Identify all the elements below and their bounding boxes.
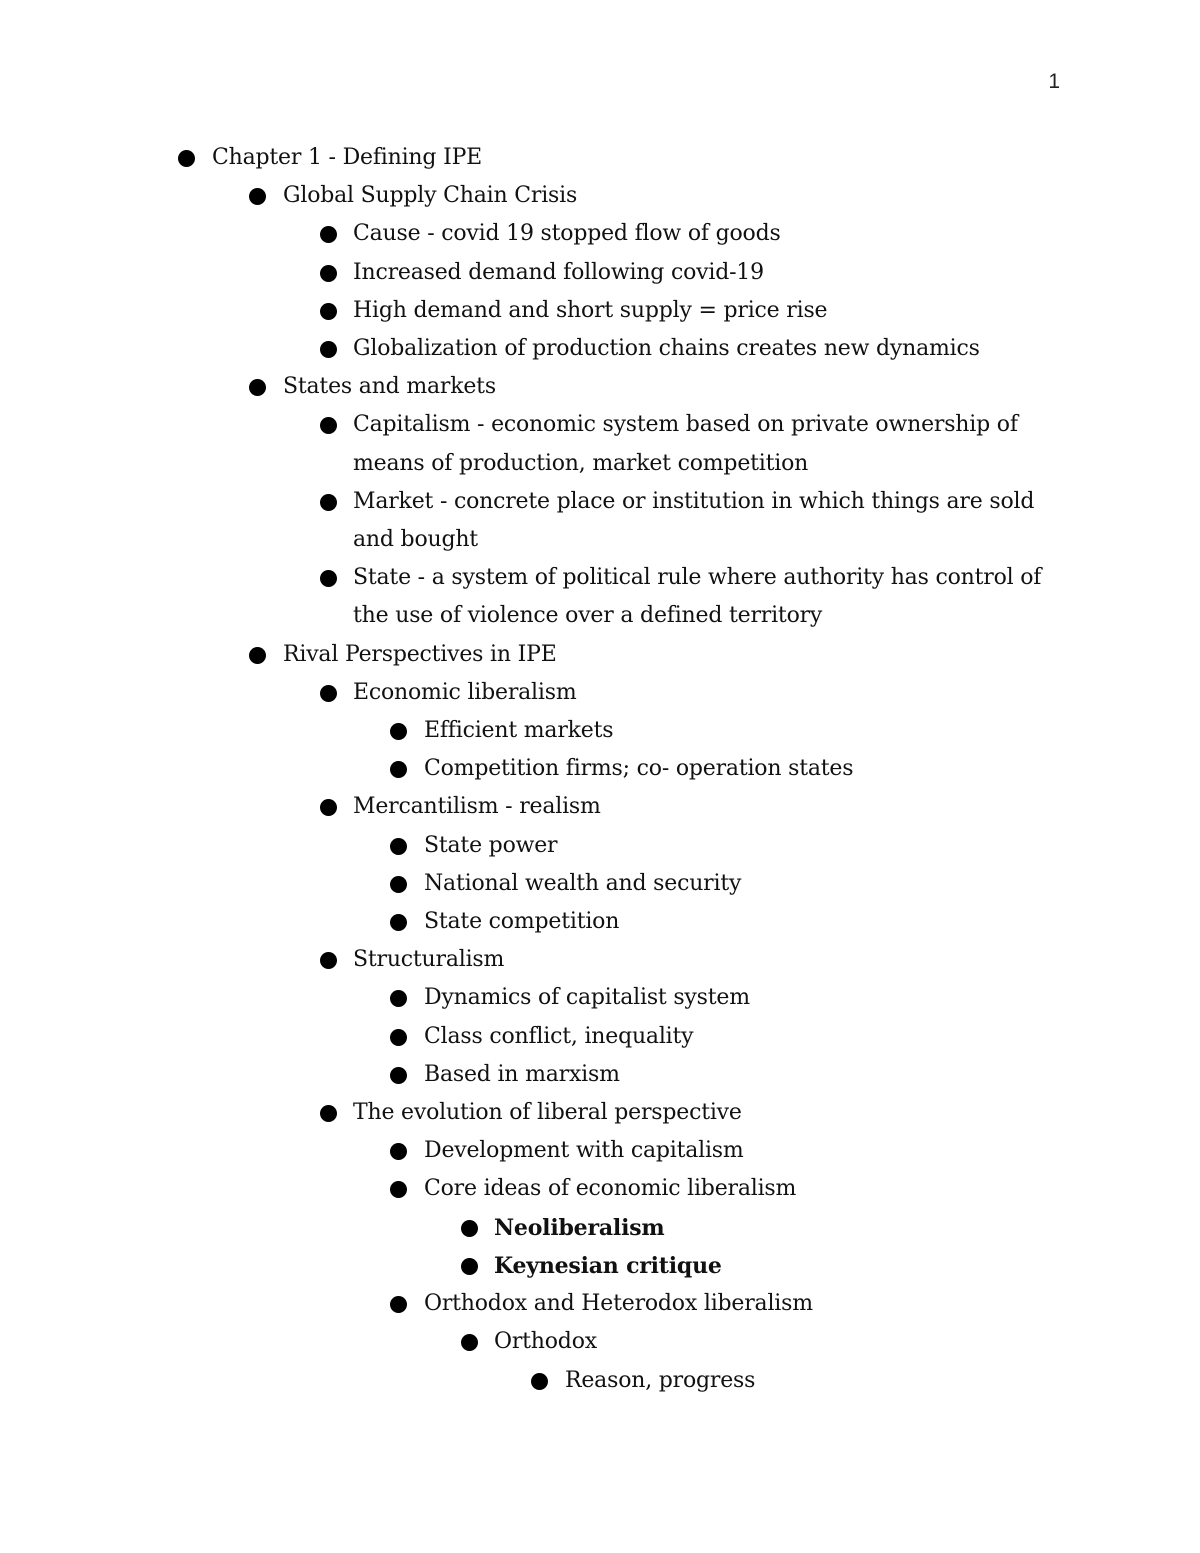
bullet-icon	[390, 761, 407, 778]
bullet-icon	[320, 685, 337, 702]
outline-item-text: Increased demand following covid-19	[353, 259, 764, 285]
bullet-icon	[390, 723, 407, 740]
outline-item	[0, 788, 1200, 826]
outline-item	[0, 827, 1200, 865]
bullet-icon	[390, 1181, 407, 1198]
outline-item-text: Globalization of production chains creates new dynamics	[353, 336, 980, 362]
outline-item-text: Class conflict, inequality	[424, 1023, 694, 1049]
outline-item-text: Neoliberalism	[494, 1214, 665, 1241]
outline-item	[0, 1056, 1200, 1094]
outline-item	[0, 1170, 1200, 1208]
outline-item-text: Market - concrete place or institution in which things are sold and bought	[353, 488, 1035, 553]
outline-item-text: Competition firms; co- operation states	[424, 756, 854, 782]
outline-item	[0, 1094, 1200, 1132]
outline-item	[0, 712, 1200, 750]
outline-item	[0, 865, 1200, 903]
outline-item-text: Dynamics of capitalist system	[424, 985, 750, 1011]
outline-item	[0, 406, 1200, 482]
outline-item	[0, 903, 1200, 941]
outline-item	[0, 215, 1200, 253]
outline-item	[0, 368, 1200, 406]
outline-item	[0, 1132, 1200, 1170]
bullet-icon	[390, 990, 407, 1007]
bullet-icon	[320, 341, 337, 358]
outline-item-text: Core ideas of economic liberalism	[424, 1176, 797, 1202]
bullet-icon	[531, 1373, 548, 1390]
outline-item-text: National wealth and security	[424, 870, 742, 896]
outline-item-text: The evolution of liberal perspective	[353, 1100, 742, 1126]
bullet-icon	[390, 1067, 407, 1084]
bullet-icon	[320, 570, 337, 587]
outline-item-text: Keynesian critique	[494, 1252, 722, 1279]
outline-item-text: Orthodox and Heterodox liberalism	[424, 1291, 813, 1317]
outline-item-text: Rival Perspectives in IPE	[283, 641, 557, 667]
bullet-icon	[249, 647, 266, 664]
bullet-icon	[320, 417, 337, 434]
outline-item	[0, 1362, 1200, 1400]
outline-item-text: Economic liberalism	[353, 679, 577, 705]
outline-item	[0, 1209, 1200, 1247]
bullet-icon	[320, 226, 337, 243]
outline-item-text: State - a system of political rule where authority has control of the use of violence over a defined territory	[353, 565, 1042, 629]
outline-item	[0, 139, 1200, 177]
outline-item	[0, 559, 1200, 635]
bullet-icon	[320, 799, 337, 816]
bullet-icon	[320, 952, 337, 969]
bullet-icon	[390, 914, 407, 931]
bullet-icon	[461, 1258, 478, 1275]
bullet-icon	[390, 838, 407, 855]
outline-item	[0, 292, 1200, 330]
outline-item	[0, 636, 1200, 674]
outline-item	[0, 330, 1200, 368]
outline-item-text: Structuralism	[353, 947, 505, 973]
bullet-icon	[390, 876, 407, 893]
bullet-icon	[461, 1220, 478, 1237]
outline-item	[0, 254, 1200, 292]
outline-item-text: State power	[424, 832, 558, 858]
bullet-icon	[320, 494, 337, 511]
outline-item	[0, 1285, 1200, 1323]
outline-item	[0, 177, 1200, 215]
bullet-icon	[320, 265, 337, 282]
outline-item	[0, 1018, 1200, 1056]
outline-item	[0, 1247, 1200, 1285]
outline-item-text: Global Supply Chain Crisis	[283, 183, 578, 209]
outline-item-text: States and markets	[283, 374, 496, 400]
outline-list	[0, 139, 1200, 1400]
bullet-icon	[178, 150, 195, 167]
page-number: 1	[1048, 70, 1060, 93]
outline-item-text: Capitalism - economic system based on private ownership of means of production, market competition	[353, 412, 1018, 476]
bullet-icon	[320, 1105, 337, 1122]
outline-item	[0, 979, 1200, 1017]
bullet-icon	[390, 1029, 407, 1046]
bullet-icon	[390, 1296, 407, 1313]
outline-item-text: Efficient markets	[424, 718, 614, 744]
bullet-icon	[320, 303, 337, 320]
bullet-icon	[390, 1143, 407, 1160]
bullet-icon	[461, 1334, 478, 1351]
bullet-icon	[249, 188, 266, 205]
outline-item-text: High demand and short supply = price rise	[353, 297, 828, 323]
outline-item	[0, 483, 1200, 559]
outline-item-text: Cause - covid 19 stopped flow of goods	[353, 221, 781, 247]
outline-item	[0, 674, 1200, 712]
outline-item-text: Reason, progress	[565, 1367, 756, 1393]
outline-item-text: Orthodox	[494, 1329, 597, 1355]
outline-item	[0, 941, 1200, 979]
outline-item-text: Development with capitalism	[424, 1138, 744, 1164]
outline-item	[0, 750, 1200, 788]
outline-item-text: State competition	[424, 909, 620, 935]
outline-item-text: Based in marxism	[424, 1061, 620, 1087]
outline-item	[0, 1323, 1200, 1361]
outline-item-text: Mercantilism - realism	[353, 794, 601, 820]
outline-item-text: Chapter 1 - Defining IPE	[212, 145, 483, 170]
bullet-icon	[249, 379, 266, 396]
